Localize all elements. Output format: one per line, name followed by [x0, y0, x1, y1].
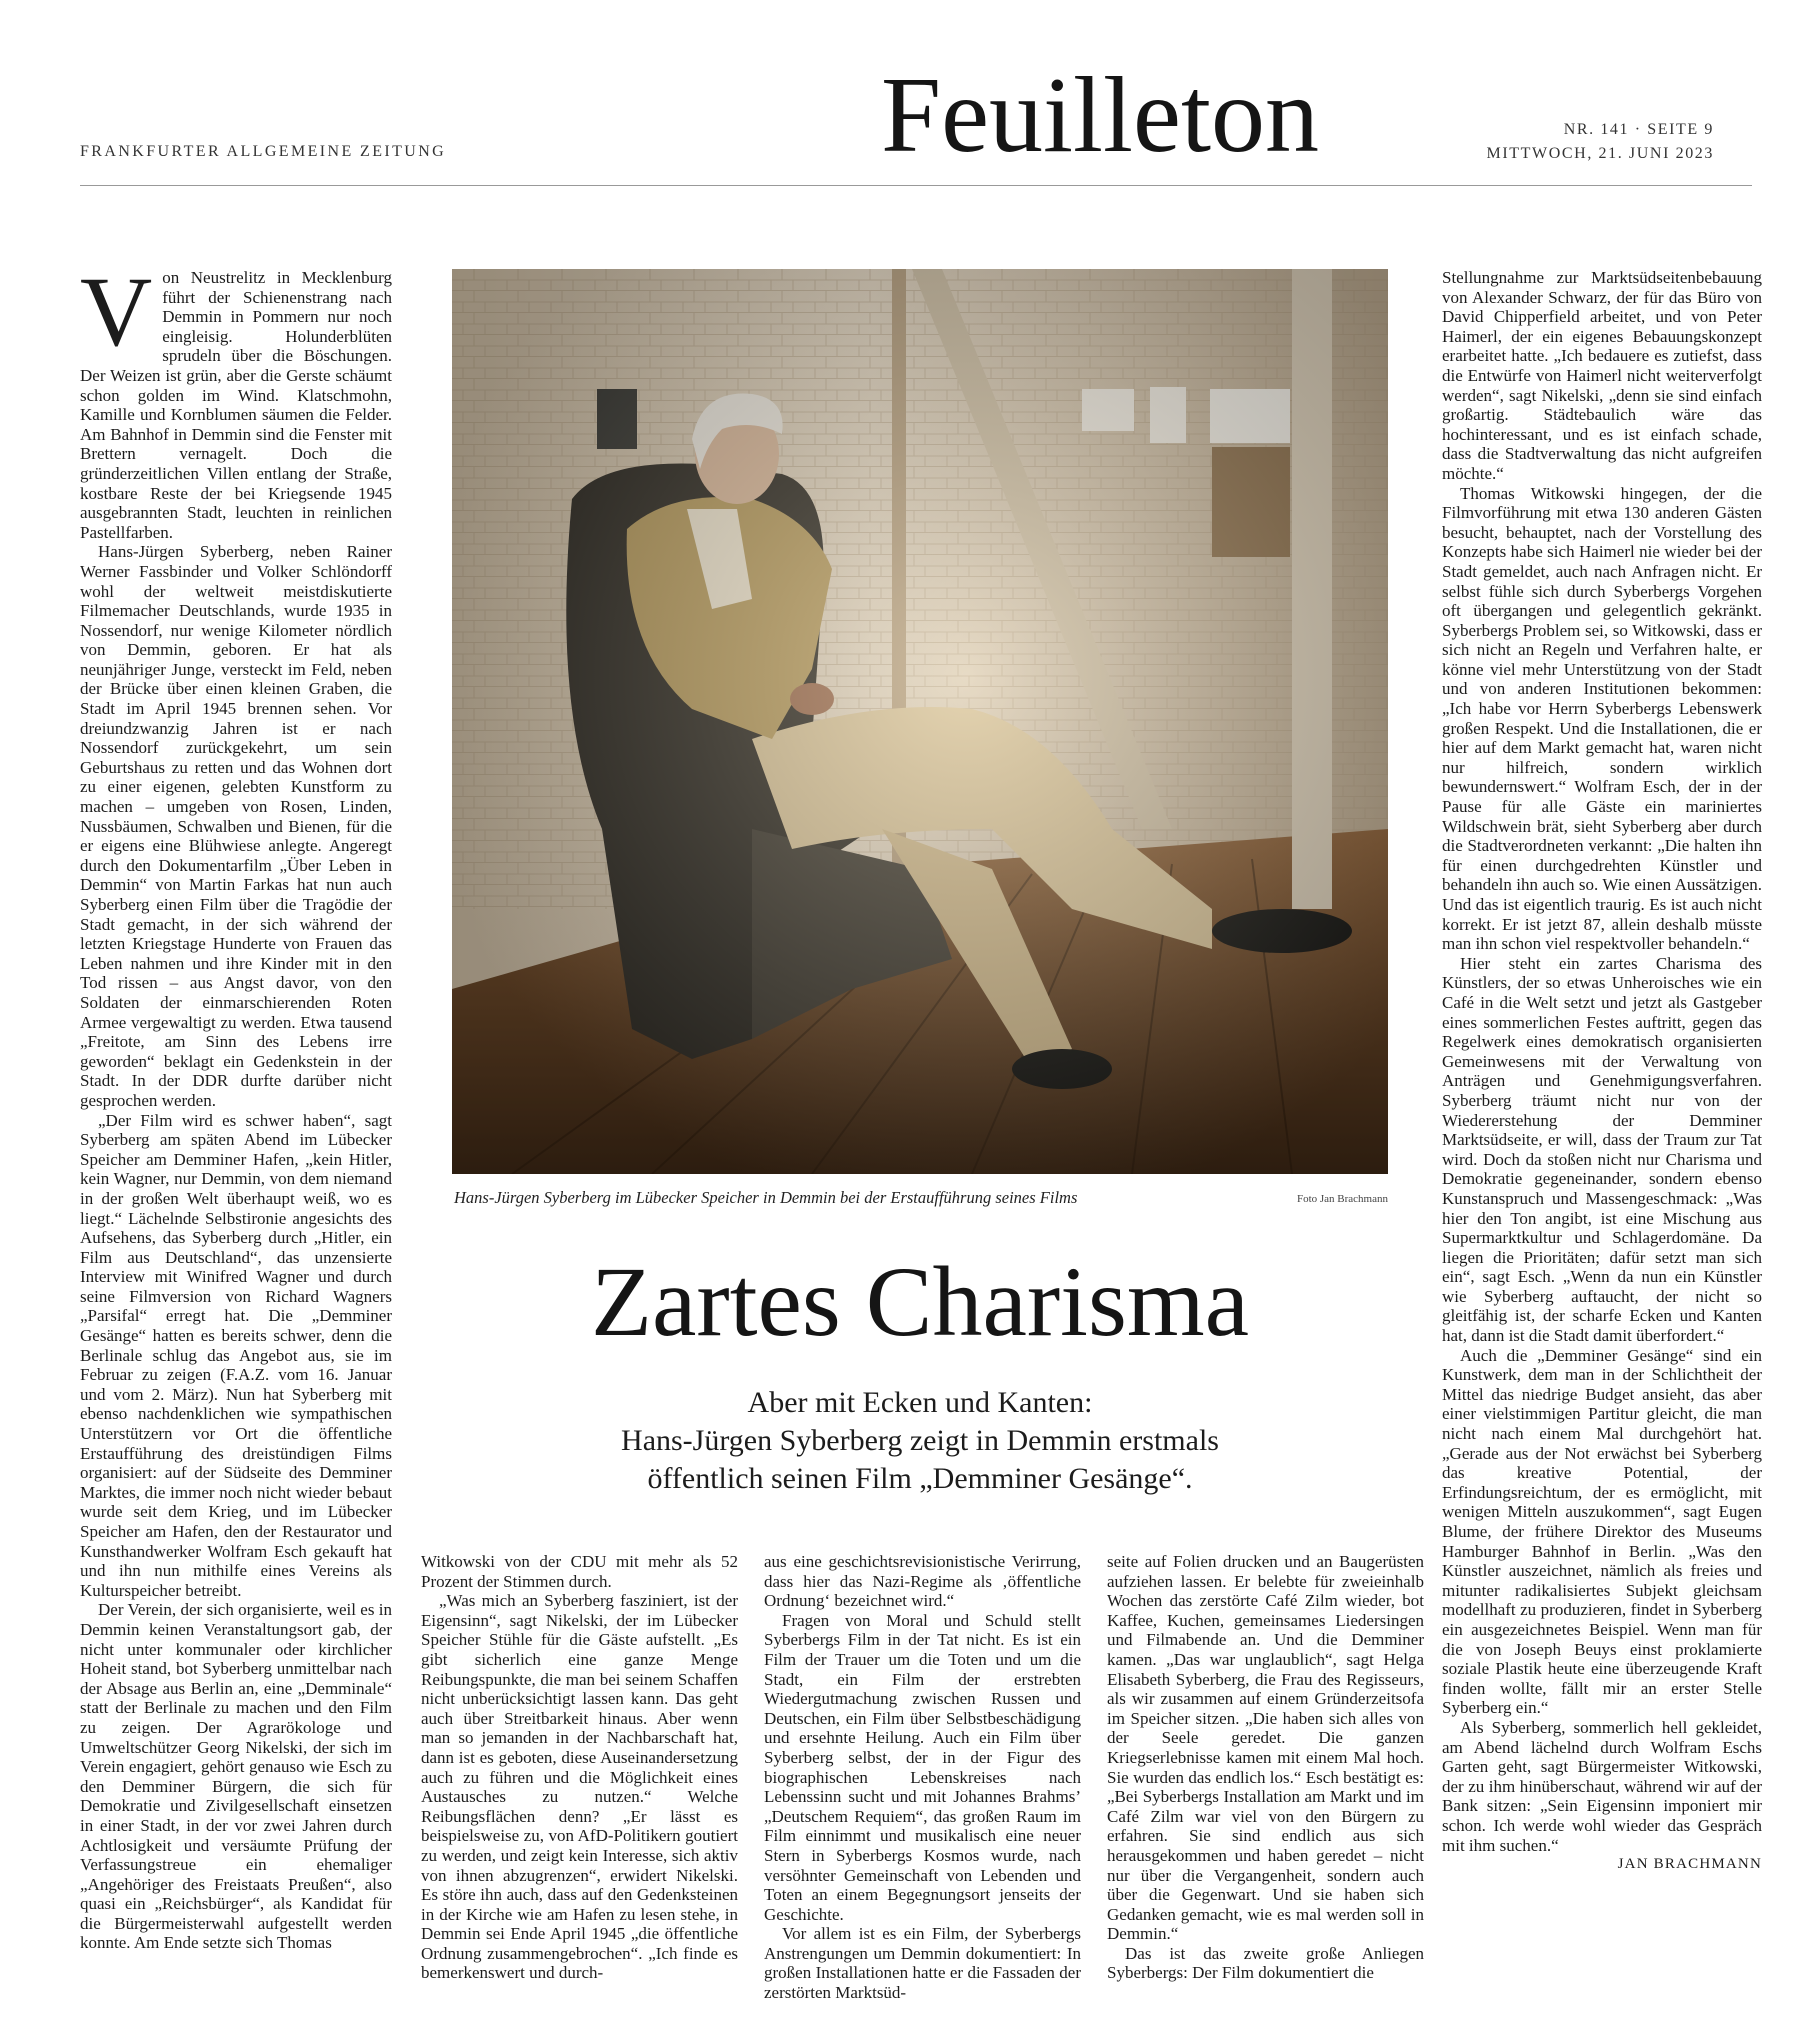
article-column-1 [80, 268, 392, 2010]
article-column-4 [1107, 1552, 1424, 2012]
deck-line: öffentlich seinen Film „Demminer Gesänge“. [647, 1462, 1193, 1495]
article-photo [452, 269, 1388, 1174]
paragraph: Das ist das zweite große Anliegen Syberbergs: Der Film dokumentiert die [1107, 1943, 1424, 1983]
issue-info [1487, 118, 1714, 166]
photo-caption: Hans-Jürgen Syberberg im Lübecker Speicher in Demmin bei der Erstaufführung seines Films [454, 1188, 1078, 1207]
paragraph: „Was mich an Syberberg fasziniert, ist der Eigensinn“, sagt Nikelski, der im Lübecker Speicher Stühle für die Gäste aufstellt. „Es gibt sicherlich eine ganze Menge Reibungspunkte, die man bei seinem Schaffen nicht unberücksichtigt lassen kann. Das geht auch über Streitbarkeit hinaus. Aber wenn man so jemanden in der Nachbarschaft hat, dann ist es geboten, diese Auseinandersetzung auch zu führen und die Möglichkeit eines Austausches zu nutzen.“ Welche Reibungsflächen denn? „Er lässt es beispielsweise zu, von AfD-Politikern goutiert zu werden, und zeigt kein Interesse, sich aktiv von ihnen abzugrenzen“, erwidert Nikelski. Es störe ihn auch, dass auf den Gedenksteinen in der Kirche wie am Hafen zu lesen stehe, in Demmin sei Ende April 1945 „die öffentliche Ordnung zusammengebrochen“. „Ich finde es bemerkenswert und durch- [421, 1591, 738, 1983]
masthead-rule [80, 185, 1752, 186]
article-column-3 [764, 1552, 1081, 2012]
photo-syberberg-armchair [452, 269, 1388, 1174]
paragraph: Stellungnahme zur Marktsüdseitenbebauung von Alexander Schwarz, der für das Büro von David Chipperfield arbeitet, und von Peter Haimerl, der ein eigenes Bebauungskonzept erarbeitet hatte. „Ich bedauere es zutiefst, dass die Entwürfe von Haimerl nicht weiterverfolgt werden“, sagt Nikelski, „denn sie sind einfach großartig. Städtebaulich wäre das hochinteressant, und es ist einfach schade, dass die Stadtverwaltung das nicht aufgreifen möchte.“ [1442, 268, 1762, 483]
lead-text: on Neustrelitz in Mecklenburg führt der Schienenstrang nach Demmin in Pommern nur noch eingleisig. Holunderblüten sprudeln über die Böschungen. Der Weizen ist grün, aber die Gerste schäumt schon golden im Wind. Klatschmohn, Kamille und Kornblumen säumen die Felder. Am Bahnhof in Demmin sind die Fenster mit Brettern vernagelt. Doch die gründerzeitlichen Villen entlang der Straße, kostbare Reste der bei Kriegsende 1945 ausgebrannten Stadt, leuchten in reinlichen Pastellfarben. [80, 268, 392, 542]
dropcap: V [80, 268, 153, 367]
deck-line: Hans-Jürgen Syberberg zeigt in Demmin erstmals [621, 1424, 1219, 1457]
issue-date: MITTWOCH, 21. JUNI 2023 [1486, 145, 1714, 162]
paragraph: Thomas Witkowski hingegen, der die Filmvorführung mit etwa 130 anderen Gästen besucht, behauptet, nach der Vorstellung des Konzepts habe sich Haimerl nie wieder bei der Stadt gemeldet, auch nach Anfragen nicht. Er selbst fühle sich durch Syberbergs Vorgehen oft übergangen und gelegentlich gekränkt. Syberbergs Problem sei, so Witkowski, dass er sich nicht an Regeln und Verfahren halte, er könne viel mehr Unterstützung von der Stadt und von anderen Institutionen bekommen: „Ich habe vor Herrn Syberbergs Lebenswerk großen Respekt. Und die Installationen, die er hier auf dem Markt gemacht hat, waren nicht nur hilfreich, sondern wirklich bewundernswert.“ Wolfram Esch, der in der Pause für alle Gäste ein mariniertes Wildschwein brät, sieht Syberberg aber durch die Stadtverordneten verkannt: „Die halten ihn für einen durchgedrehten Künstler und behandeln ihn auch so. Wie einen Aussätzigen. Und das ist eigentlich traurig. Es ist auch nicht korrekt. Er ist jetzt 87, allein deshalb müsste man ihn schon viel respektvoller behandeln.“ [1442, 483, 1762, 954]
article-column-5 [1442, 268, 1762, 2010]
paragraph: „Der Film wird es schwer haben“, sagt Syberberg am späten Abend im Lübecker Speicher am Demminer Hafen, „kein Hitler, kein Wagner, nur Demmin, von dem niemand in der großen Welt überhaupt weiß, wo es liegt.“ Lächelnde Selbstironie angesichts des Aufsehens, das Syberberg durch „Hitler, ein Film aus Deutschland“, das unzensierte Interview mit Winifred Wagner und durch seine Filmversion von Richard Wagners „Parsifal“ erregt hat. Die „Demminer Gesänge“ hatten es bereits schwer, denn die Berlinale schlug das Angebot aus, sie im Februar zu zeigen (F.A.Z. vom 16. Januar und vom 2. März). Nun hat Syberberg mit ebenso nachdenklichen wie sympathischen Unterstützern vor Ort die öffentliche Erstaufführung des dreistündigen Films organisiert: auf der Südseite des Demminer Marktes, die immer noch nicht wieder bebaut wurde seit dem Krieg, und im Lübecker Speicher am Hafen, den der Restaurator und Kunsthandwerker Wolfram Esch gekauft hat und ihn nun mithilfe eines Vereins als Kulturspeicher betreibt. [80, 1110, 392, 1600]
paragraph: Vor allem ist es ein Film, der Syberbergs Anstrengungen um Demmin dokumentiert: In großen Installationen hatte er die Fassaden der zerstörten Marktsüd- [764, 1924, 1081, 2003]
section-title: Feuilleton [881, 56, 1319, 175]
paragraph: Hans-Jürgen Syberberg, neben Rainer Werner Fassbinder und Volker Schlöndorff wohl der weltweit meistdiskutierte Filmemacher Deutschlands, wurde 1935 in Nossendorf, nur wenige Kilometer nördlich von Demmin, geboren. Er hat als neunjähriger Junge, versteckt im Feld, neben der Brücke über einen kleinen Graben, die Stadt im April 1945 brennen sehen. Vor dreiundzwanzig Jahren ist er nach Nossendorf zurückgekehrt, um sein Geburtshaus zu retten und das Wohnen dort zu einer eigenen, gelebten Kunstform zu machen – umgeben von Rosen, Linden, Nussbäumen, Schwalben und Bienen, für die er eigens eine Blühwiese anlegte. Angeregt durch den Dokumentarfilm „Über Leben in Demmin“ von Martin Farkas hat nun auch Syberberg einen Film über die Tragödie der Stadt gemacht, in der sich während der letzten Kriegstage Hunderte von Frauen das Leben nahmen und ihre Kinder mit in den Tod rissen – aus Angst davor, von den Soldaten der einmarschierenden Roten Armee vergewaltigt zu werden. Etwa tausend „Freitote, am Sinn des Lebens irre geworden“ beklagt ein Gedenkstein in der Stadt. In der DDR durfte darüber nicht gesprochen werden. [80, 542, 392, 1110]
author-byline: JAN BRACHMANN [1617, 1856, 1762, 1873]
paragraph: Der Verein, der sich organisierte, weil es in Demmin keinen Veranstaltungsort gab, der nicht unter kommunaler oder kirchlicher Hoheit stand, bot Syberberg unmittelbar nach der Absage aus Berlin an, eine „Demminale“ statt der Berlinale zu machen und den Film zu zeigen. Der Agrarökologe und Umweltschützer Georg Nikelski, der sich im Verein engagiert, gehört genauso wie Esch zu den Demminer Bürgern, die sich für Demokratie und Zivilgesellschaft einsetzen in einer Stadt, in der vor zwei Jahren durch Achtlosigkeit und versäumte Prüfung der Verfassungstreue ein ehemaliger „Angehöriger des Freistaats Preußen“, also quasi ein „Reichsbürger“, als Kandidat für die Bürgermeisterwahl aufgestellt werden konnte. Am Ende setzte sich Thomas [80, 1600, 392, 1953]
photo-credit: Foto Jan Brachmann [1296, 1193, 1388, 1205]
deck-line: Aber mit Ecken und Kanten: [747, 1386, 1093, 1419]
paragraph: Fragen von Moral und Schuld stellt Syberbergs Film in der Tat nicht. Es ist ein Film der Trauer um die Toten und um die Stadt, ein Film der erstrebten Wiedergutmachung zwischen Russen und Deutschen, ein Film über Selbstbeschädigung und ersehnte Heilung. Auch ein Film über Syberberg selbst, der in der Figur des biographischen Lebenskreises nach Lebenssinn sucht und mit Johannes Brahms’ „Deutschem Requiem“, das großen Raum im Film einnimmt und musikalisch eine neuer Stern in Syberbergs Kosmos wurde, nach versöhnter Gemeinschaft von Lebenden und Toten an einem Begegnungsort jenseits der Geschichte. [764, 1610, 1081, 1924]
paragraph: aus eine geschichtsrevisionistische Verirrung, dass hier das Nazi-Regime als ‚öffentliche Ordnung‘ bezeichnet wird.“ [764, 1552, 1081, 1611]
lead-paragraph [80, 268, 392, 542]
paragraph: seite auf Folien drucken und an Baugerüsten aufziehen lassen. Er belebte für zweieinhalb Wochen das zerstörte Café Zilm wieder, bot Kaffee, Kuchen, gemeinsames Liedersingen und Filmabende an. Und die Demminer kamen. „Das war unglaublich“, sagt Helga Elisabeth Syberberg, die Frau des Regisseurs, als wir zusammen auf einem Gründerzeitsofa im Speicher sitzen. „Die haben sich alles von der Seele geredet. Die ganzen Kriegserlebnisse kamen mit einem Mal hoch. Sie wurden das endlich los.“ Esch bestätigt es: „Bei Syberbergs Installation am Markt und im Café Zilm war viel von den Bürgern zu erfahren. Sie sind endlich aus sich herausgekommen und haben geredet – nicht nur über die Vergangenheit, sondern auch über die Gegenwart. Und sie haben sich Gedanken gemacht, wie es mal werden soll in Demmin.“ [1107, 1552, 1424, 1944]
paragraph: Hier steht ein zartes Charisma des Künstlers, der so etwas Unheroisches wie ein Café in die Welt setzt und jetzt als Gastgeber eines sommerlichen Festes auftritt, gegen das Regelwerk eines demokratisch organisierten Gemeinwesens mit der Verwaltung von Anträgen und Genehmigungsverfahren. Syberberg träumt nicht nur von der Wiedererstehung der Demminer Marktsüdseite, er will, dass der Traum zur Tat wird. Doch da stoßen nicht nur Charisma und Demokratie gegeneinander, sondern ebenso Kunstanspruch und Massengeschmack: „Was hier den Ton angibt, ist eine Mischung aus Supermarktkultur und Schlagerdomäne. Da liegen die Prioritäten; dafür setzt man sich ein“, sagt Esch. „Wenn da nun ein Künstler wie Syberberg auftaucht, der nicht so gleitfähig ist, der scharfe Ecken und Kanten hat, dann ist die Stadt damit überfordert.“ [1442, 953, 1762, 1346]
article-column-2 [421, 1552, 738, 2012]
issue-number: NR. 141 · SEITE 9 [1563, 121, 1714, 138]
article-deck [452, 1384, 1388, 1498]
paragraph: Witkowski von der CDU mit mehr als 52 Prozent der Stimmen durch. [421, 1552, 738, 1591]
newspaper-name: FRANKFURTER ALLGEMEINE ZEITUNG [80, 143, 447, 160]
paragraph: Auch die „Demminer Gesänge“ sind ein Kunstwerk, dem man in der Schlichtheit der Mittel das niedrige Budget ansieht, das aber einer vielstimmigen Partitur gleicht, die man nicht nach einem Mal durchgehört hat. „Gerade aus der Not erwächst bei Syberberg das kreative Potential, der Erfindungsreichtum, der es ermöglicht, mit wenigen Mitteln auszukommen“, sagt Eugen Blume, der frühere Direktor des Museums Hamburger Bahnhof in Berlin. „Was den Künstler auszeichnet, nämlich als freies und mitunter radikalisiertes Subjekt gleichsam modellhaft zu produzieren, findet in Syberberg ein ausgezeichnetes Beispiel. Wenn man für die von Joseph Beuys einst proklamierte soziale Plastik heute eine überzeugende Kraft finden wollte, fällt mir an erster Stelle Syberberg ein.“ [1442, 1345, 1762, 1718]
paragraph: Als Syberberg, sommerlich hell gekleidet, am Abend lächelnd durch Wolfram Eschs Garten geht, sagt Bürgermeister Witkowski, der zu ihm hinüberschaut, während wir auf der Bank sitzen: „Sein Eigensinn imponiert mir schon. Ich werde wohl wieder das Gespräch mit ihm suchen.“ [1442, 1717, 1762, 1855]
article-headline: Zartes Charisma [590, 1246, 1250, 1357]
